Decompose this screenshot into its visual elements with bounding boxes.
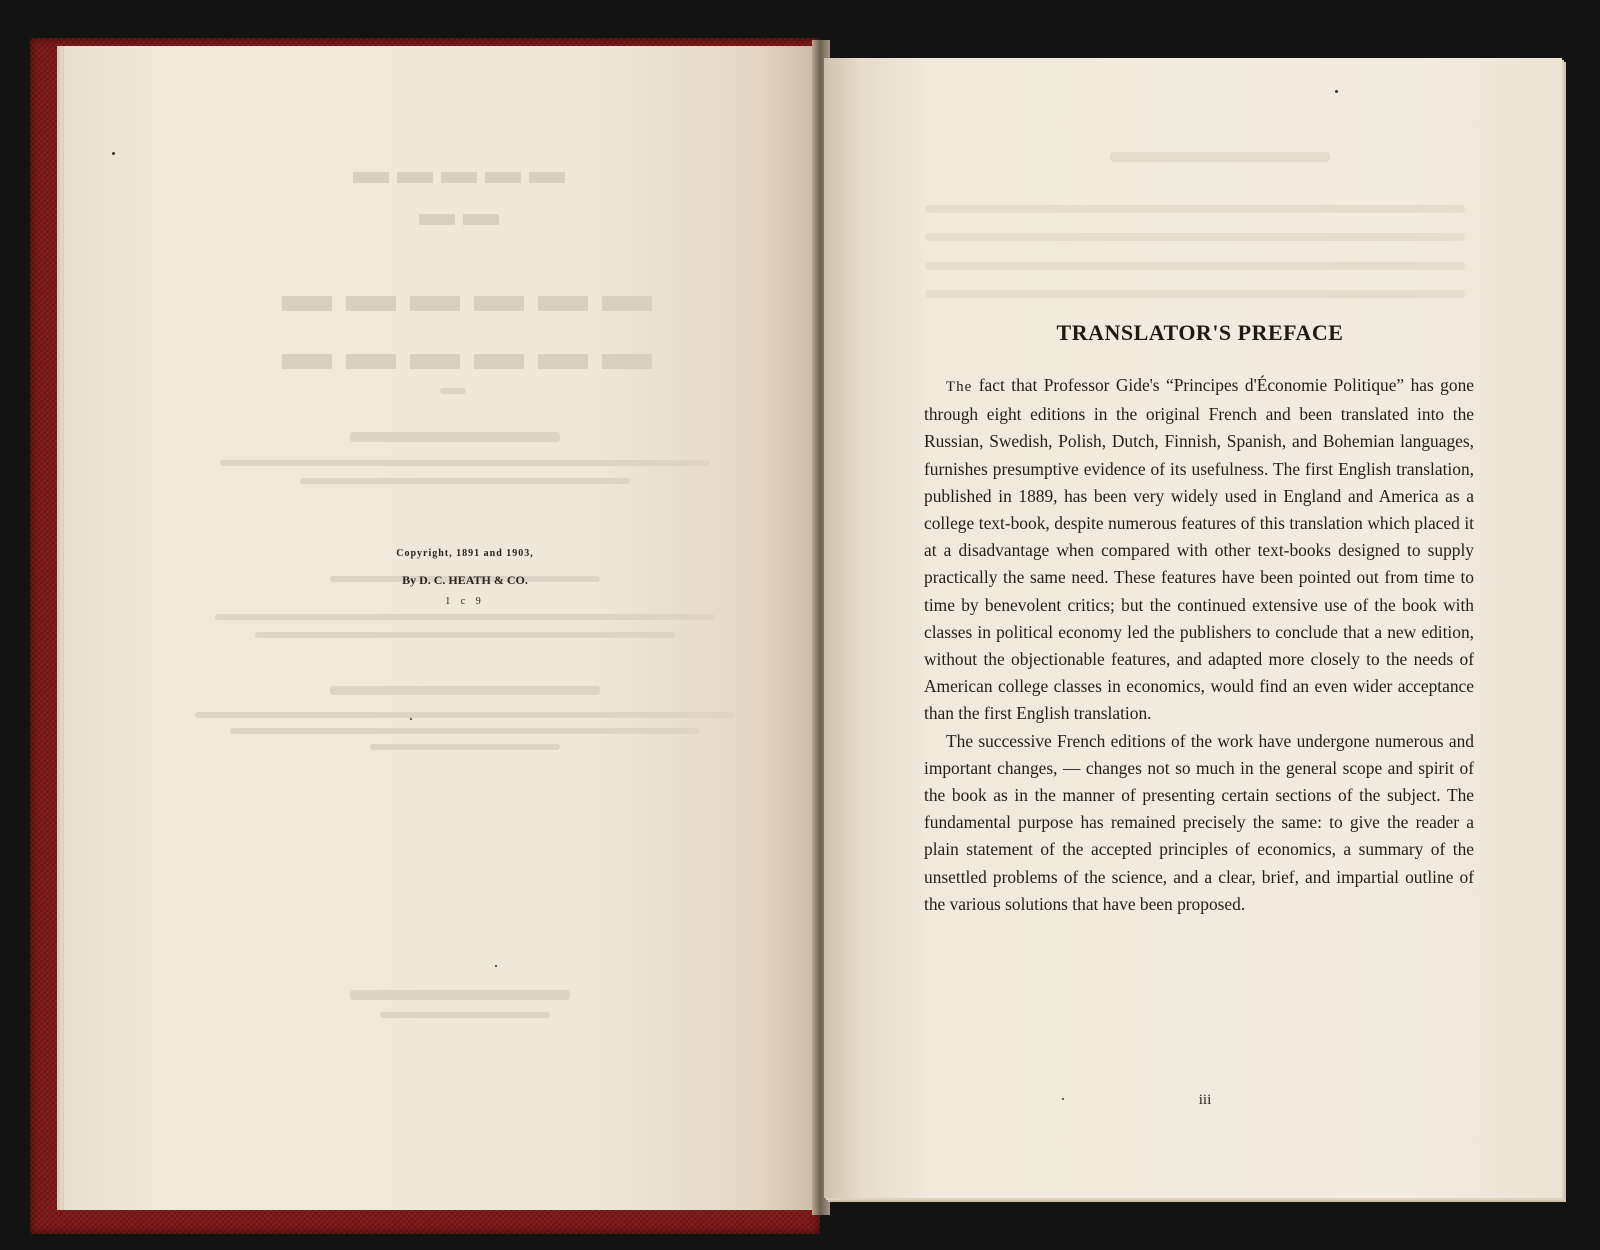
show-through-line — [220, 460, 710, 466]
paper-speck — [1335, 90, 1338, 93]
show-through-line — [925, 205, 1465, 213]
show-through-text: ▬▬▬▬▬▬ ▬▬▬▬▬▬ — [268, 266, 652, 380]
publisher-line: By D. C. HEATH & CO. — [402, 573, 528, 587]
show-through-line — [195, 712, 735, 718]
show-through-line — [330, 686, 600, 695]
paragraph: The successive French editions of the work have undergone numerous and important changes, — changes not so much in the general scope and spirit of the book as in the manner of presenting certain sections of the subject. The fundamental purpose has remained precisely the same: to give the reader a plain statement of the accepted principles of economics, a summary of the unsettled problems of the science, and a clear, brief, and impartial outline of the various solutions that have been proposed. — [924, 730, 1474, 914]
show-through-line — [350, 432, 560, 442]
show-through-line — [300, 478, 630, 484]
show-through-line — [350, 990, 570, 1000]
page-number: iii — [1198, 1092, 1212, 1108]
show-through-line — [215, 614, 715, 620]
show-through-line — [440, 388, 466, 394]
show-through-line — [230, 728, 700, 734]
show-through-line — [255, 632, 675, 638]
preface-text — [924, 372, 1474, 918]
copyright-line: Copyright, 1891 and 1903, — [396, 548, 534, 559]
paper-speck — [410, 718, 412, 720]
show-through-line — [925, 290, 1465, 298]
show-through-line — [925, 262, 1465, 270]
show-through-text: ▬▬▬▬▬ ▬▬ — [345, 151, 565, 233]
paper-speck — [495, 965, 497, 967]
paper-speck — [1062, 1098, 1064, 1100]
show-through-line — [1110, 152, 1330, 162]
show-through-line — [370, 744, 560, 750]
paper-speck — [112, 152, 115, 155]
paragraph — [924, 372, 1474, 728]
paragraph-text: fact that Professor Gide's “Principes d'Économie Politique” has gone through eight editions in the original French and been translated into the Russian, Swedish, Polish, Dutch, Finnish, Spanish, and Bohemian languages, furnishes presumptive evidence of its usefulness. The first English translation, published in 1889, has been very widely used in England and America as a college text-book, despite numerous features of this translation which placed it at a disadvantage when compared with other text-books designed to supply practically the same need. These features have been pointed out from time to time by benevolent critics; but the continued extensive use of the book with classes in political economy led the publishers to conclude that a new edition, without the objectionable features, and adapted more closely to the needs of American college classes in economics, would find an even wider acceptance than the first English translation. — [924, 375, 1474, 724]
show-through-line — [925, 233, 1465, 241]
paragraph-lead: The — [946, 379, 973, 395]
page-title: TRANSLATOR'S PREFACE — [1056, 320, 1344, 345]
print-code: 1 c 9 — [445, 596, 485, 607]
show-through-line — [380, 1012, 550, 1018]
copyright-block — [300, 540, 630, 610]
